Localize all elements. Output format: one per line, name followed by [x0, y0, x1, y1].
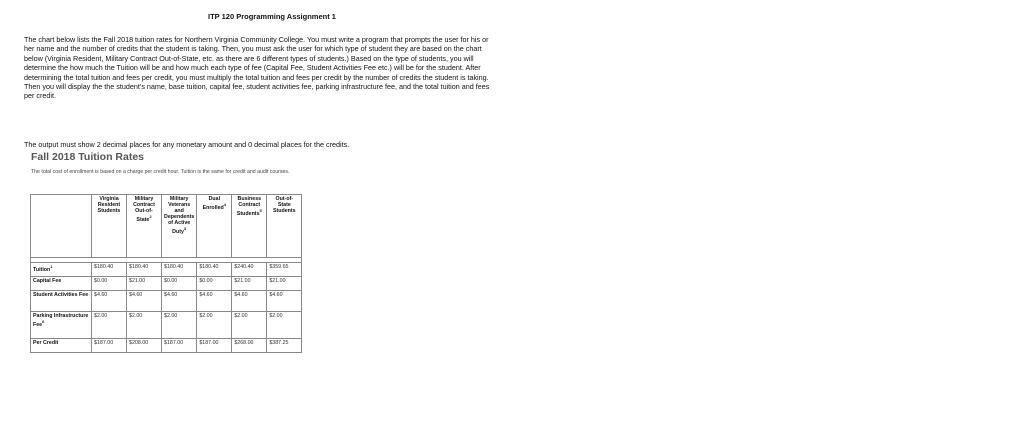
- rate-cell: $4.60: [162, 291, 197, 312]
- row-label: Parking Infrastructure Fee$^6$: [31, 312, 92, 339]
- rate-cell: $4.60: [127, 291, 162, 312]
- rate-cell: $0.00: [162, 277, 197, 291]
- rate-cell: $2.00: [197, 312, 232, 339]
- document-title: ITP 120 Programming Assignment 1: [208, 12, 336, 21]
- rate-cell: $4.60: [232, 291, 267, 312]
- column-header: Out-of-State Students: [267, 195, 302, 258]
- rate-cell: $180.40: [92, 263, 127, 277]
- rate-cell: $387.25: [267, 339, 302, 353]
- rates-note: The total cost of enrollment is based on a charge per credit hour. Tuition is the same for credit and audit courses.: [31, 169, 290, 175]
- row-label: Per Credit: [31, 339, 92, 353]
- rate-cell: $0.00: [197, 277, 232, 291]
- rate-cell: $2.00: [127, 312, 162, 339]
- rate-cell: $240.40: [232, 263, 267, 277]
- row-label: Student Activities Fee: [31, 291, 92, 312]
- rate-cell: $21.00: [267, 277, 302, 291]
- rate-cell: $268.00: [232, 339, 267, 353]
- rate-cell: $180.40: [197, 263, 232, 277]
- row-label: Capital Fee: [31, 277, 92, 291]
- column-header: Business Contract Students$^5$: [232, 195, 267, 258]
- rate-cell: $187.00: [197, 339, 232, 353]
- rate-cell: $4.60: [197, 291, 232, 312]
- rate-cell: $187.00: [162, 339, 197, 353]
- instructions-paragraph: The chart below lists the Fall 2018 tuition rates for Northern Virginia Community College. You must write a program that prompts the user for his or her name and the number of credits that the student is taking. Then, you must ask the user for which type of student they are based on the chart below (Virginia Resident, Military Contract Out-of-State, etc. as there are 6 different types of students.) Based on the type of students, you will determine the how much the Tuition will be and how much each type of fee (Capital Fee, Student Activities Fee etc.) will be for the student. After determining the total tuition and fees per credit, you must multiply the total tuition and fees per credit by the number of credits the student is taking. Then you will display the the student’s name, base tuition, capital fee, student activities fee, parking infrastructure fee, and the total tuition and fees per credit.: [24, 35, 490, 101]
- rate-cell: $4.60: [267, 291, 302, 312]
- rate-cell: $2.00: [92, 312, 127, 339]
- row-label: Tuition$^1$: [31, 263, 92, 277]
- table-row: [31, 263, 302, 277]
- rate-cell: $4.60: [92, 291, 127, 312]
- rate-cell: $208.00: [127, 339, 162, 353]
- rates-heading: Fall 2018 Tuition Rates: [31, 151, 145, 163]
- table-corner: [31, 195, 92, 258]
- rate-cell: $180.40: [127, 263, 162, 277]
- tuition-rates-table: [30, 194, 302, 353]
- table-row: [31, 339, 302, 353]
- column-header: Military Contract Out-of-State$^2$: [127, 195, 162, 258]
- table-row: [31, 277, 302, 291]
- rate-cell: $2.00: [232, 312, 267, 339]
- column-header: Military Veterans and Dependents of Active Duty$^3$: [162, 195, 197, 258]
- output-requirement: The output must show 2 decimal places for any monetary amount and 0 decimal places for the credits.: [24, 140, 350, 149]
- rate-cell: $187.00: [92, 339, 127, 353]
- rate-cell: $21.00: [232, 277, 267, 291]
- rate-cell: $0.00: [92, 277, 127, 291]
- rate-cell: $180.40: [162, 263, 197, 277]
- column-header: Virginia Resident Students: [92, 195, 127, 258]
- rate-cell: $359.65: [267, 263, 302, 277]
- column-header: Dual Enrolled$^4$: [197, 195, 232, 258]
- table-row: [31, 291, 302, 312]
- rate-cell: $2.00: [162, 312, 197, 339]
- table-row: [31, 312, 302, 339]
- rate-cell: $21.00: [127, 277, 162, 291]
- rate-cell: $2.00: [267, 312, 302, 339]
